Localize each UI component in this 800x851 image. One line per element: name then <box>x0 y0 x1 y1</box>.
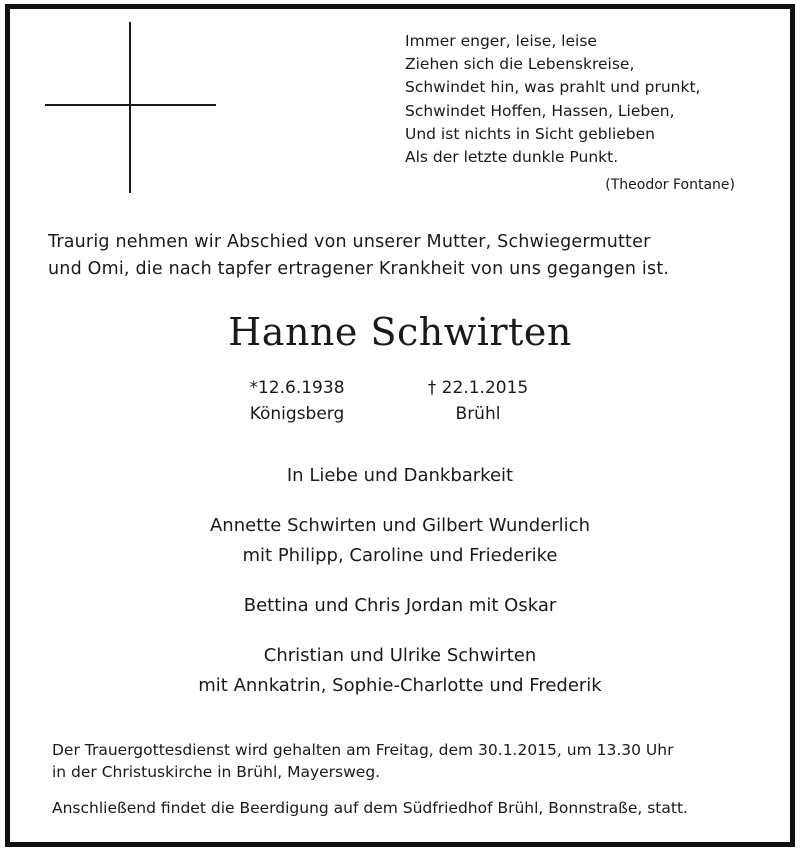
poem-line: Schwindet hin, was prahlt und prunkt, <box>405 78 701 97</box>
birth-date: *12.6.1938 <box>249 378 345 398</box>
poem-line: Ziehen sich die Lebenskreise, <box>405 55 635 74</box>
intro-line-1: Traurig nehmen wir Abschied von unserer Mutter, Schwiegermutter <box>48 232 651 252</box>
death-info <box>378 375 578 427</box>
poem <box>405 30 745 169</box>
mourner-line: mit Annkatrin, Sophie-Charlotte und Frederik <box>198 675 602 696</box>
mourner-line: Annette Schwirten und Gilbert Wunderlich <box>209 515 590 536</box>
poem-line: Und ist nichts in Sicht geblieben <box>405 124 655 143</box>
mourner-group-1 <box>0 511 800 571</box>
birth-info <box>197 375 397 427</box>
poem-line: Immer enger, leise, leise <box>405 32 597 50</box>
deceased-name: Hanne Schwirten <box>228 310 572 354</box>
mourner-line: Bettina und Chris Jordan mit Oskar <box>243 595 557 616</box>
burial-info <box>52 797 752 819</box>
death-date: † 22.1.2015 <box>427 378 529 398</box>
mourner-line: mit Philipp, Caroline und Friederike <box>242 545 558 566</box>
cross-vertical-bar <box>129 22 131 193</box>
mourner-group-3 <box>0 641 800 701</box>
poem-line: Als der letzte dunkle Punkt. <box>405 148 619 167</box>
death-place: Brühl <box>455 404 501 424</box>
poem-line: Schwindet Hoffen, Hassen, Lieben, <box>405 101 675 120</box>
service-line-2: in der Christuskirche in Brühl, Mayersweg. <box>52 763 381 781</box>
dedication: In Liebe und Dankbarkeit <box>286 465 514 486</box>
intro-line-2: und Omi, die nach tapfer ertragener Krankheit von uns gegangen ist. <box>48 259 670 279</box>
service-line-1: Der Trauergottesdienst wird gehalten am Freitag, dem 30.1.2015, um 13.30 Uhr <box>52 741 674 759</box>
cross-horizontal-bar <box>45 104 216 106</box>
burial-line: Anschließend findet die Beerdigung auf dem Südfriedhof Brühl, Bonnstraße, statt. <box>52 799 688 817</box>
intro-text <box>48 229 743 283</box>
mourner-group-2 <box>0 591 800 621</box>
mourner-line: Christian und Ulrike Schwirten <box>263 645 537 666</box>
service-info <box>52 739 752 783</box>
birth-place: Königsberg <box>249 404 345 424</box>
poem-author: (Theodor Fontane) <box>605 177 735 193</box>
